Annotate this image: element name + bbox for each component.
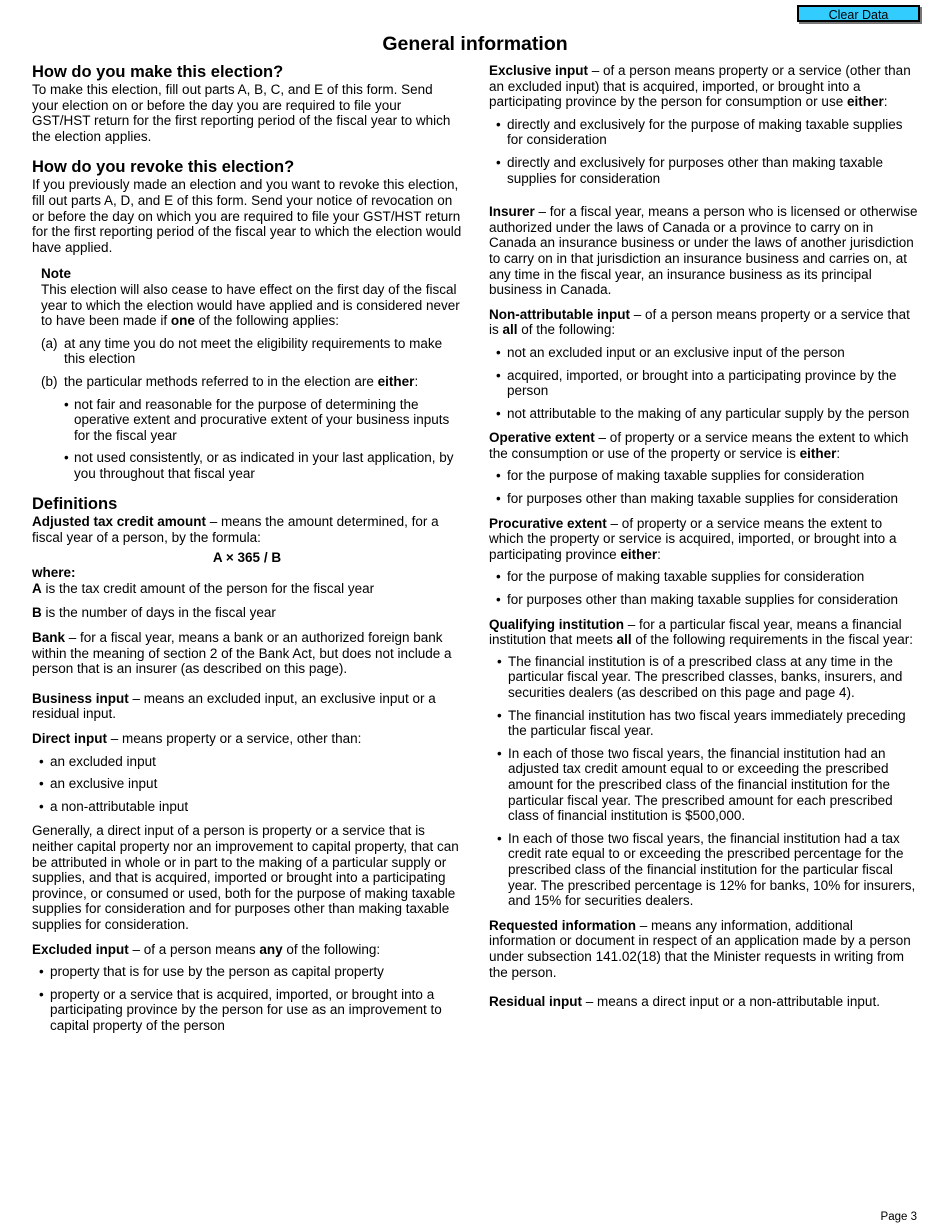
make-election-heading: How do you make this election? — [32, 63, 284, 81]
excluded-input-list — [32, 964, 462, 1033]
def-exclusive-input: Exclusive input – of a person means property or a service (other than an excluded input) that is acquired, imported, or brought into a participating province by the person for consumption or use either: — [489, 63, 911, 110]
def-direct-input: Direct input – means property or a service, other than: — [32, 731, 362, 746]
list-item: • directly and exclusively for the purpose of making taxable supplies for consideration — [489, 117, 919, 148]
list-item: • an exclusive input — [32, 776, 462, 792]
list-item: • for purposes other than making taxable supplies for consideration — [489, 491, 919, 507]
note-condition-a: (a) at any time you do not meet the eligibility requirements to make this election — [41, 335, 443, 367]
def-adjusted-tax-credit-amount: Adjusted tax credit amount – means the amount determined, for a fiscal year of a person, by the formula: — [32, 514, 439, 546]
non-attributable-list — [489, 345, 919, 421]
note-intro: This election will also cease to have effect on the first day of the fiscal year to which the election would have applied and is considered never to have been made if one of the following applies: — [41, 281, 460, 329]
list-item: • In each of those two fiscal years, the financial institution had an adjusted tax credit amount equal to or exceeding the prescribed amount for the prescribed class of the financial institution for the particular fiscal year. The prescribed amount for each prescribed class of financial institution is $500,000. — [489, 746, 919, 824]
def-requested-information: Requested information – means any information, additional information or document in respect of an application made by a person under subsection 141.02(18) that the Minister requests in writing from the person. — [489, 917, 911, 980]
procurative-extent-list — [489, 569, 919, 607]
note-title: Note — [41, 266, 71, 282]
def-procurative-extent: Procurative extent – of property or a service means the extent to which the property or service is acquired, imported, or brought into a participating province either: — [489, 515, 897, 562]
def-operative-extent: Operative extent – of property or a service means the extent to which the consumption or use of the property or service is either: — [489, 430, 909, 461]
list-item: • acquired, imported, or brought into a participating province by the person — [489, 368, 919, 399]
note-box — [41, 266, 462, 481]
list-item: • not attributable to the making of any particular supply by the person — [489, 406, 919, 422]
def-business-input: Business input – means an excluded input, an exclusive input or a residual input. — [32, 690, 436, 722]
def-excluded-input: Excluded input – of a person means any of the following: — [32, 941, 381, 957]
def-residual-input: Residual input – means a direct input or a non-attributable input. — [489, 994, 880, 1010]
list-item: • The financial institution has two fiscal years immediately preceding the particular fiscal year. — [489, 708, 919, 739]
list-item: • for the purpose of making taxable supplies for consideration — [489, 468, 919, 484]
list-item: • for purposes other than making taxable supplies for consideration — [489, 592, 919, 608]
formula: A × 365 / B — [212, 549, 282, 565]
def-non-attributable-input: Non-attributable input – of a person means property or a service that is all of the following: — [489, 306, 910, 338]
list-item: • not used consistently, or as indicated in your last application, by you throughout that fiscal year — [64, 450, 462, 481]
make-election-text: To make this election, fill out parts A, B, C, and E of this form. Send your election on or before the day you are required to file your GST/HST return for the first reporting period of the fiscal year to which the election applies. — [32, 82, 451, 144]
note-conditions — [41, 336, 462, 482]
list-item: • The financial institution is of a prescribed class at any time in the particular fiscal year. The prescribed classes, banks, insurers, and securities dealers (as described on this page and page 4). — [489, 654, 919, 701]
def-insurer: Insurer – for a fiscal year, means a person who is licensed or otherwise authorized under the laws of Canada or a province to carry on in Canada an insurance business or under the laws of another jurisdiction to carry on in that jurisdiction an insurance business and carries on, at any time in the fiscal year, an insurance business as its principal business in Canada. — [489, 204, 918, 298]
list-item: • not fair and reasonable for the purpose of determining the operative extent and procurative extent of your business inputs for the fiscal year — [64, 397, 462, 444]
where-label: where: — [32, 565, 76, 581]
list-item: • property that is for use by the person as capital property — [32, 964, 462, 980]
direct-input-general: Generally, a direct input of a person is property or a service that is neither capital property nor an improvement to capital property, that can be attributed in whole or in part to the making of a particular supply or supplies, and that is acquired, imported or brought into a participating province, or consumed or used, both for the purpose of making taxable supplies for consideration and for purposes other than making taxable supplies for consideration. — [32, 823, 459, 932]
list-item: • an excluded input — [32, 754, 462, 770]
list-item: • for the purpose of making taxable supplies for consideration — [489, 569, 919, 585]
qualifying-institution-list — [489, 654, 919, 909]
exclusive-input-list — [489, 117, 919, 186]
right-column — [489, 63, 919, 1010]
page-title: General information — [382, 33, 568, 55]
def-qualifying-institution: Qualifying institution – for a particular fiscal year, means a financial institution that meets all of the following requirements in the fiscal year: — [489, 616, 913, 648]
revoke-election-text: If you previously made an election and you want to revoke this election, fill out parts A, D, and E of this form. Send your notice of revocation on or before the day on which you are required to file your GST/HST return for the first reporting period of the fiscal year to which the election would have applied. — [32, 177, 462, 255]
direct-input-list — [32, 754, 462, 815]
list-item: • property or a service that is acquired, imported, or brought into a participating province by the person for use as an improvement to capital property of the person — [32, 987, 462, 1034]
left-column — [32, 63, 462, 1034]
list-item: • not an excluded input or an exclusive input of the person — [489, 345, 919, 361]
list-item: • In each of those two fiscal years, the financial institution had a tax credit rate equal to or exceeding the prescribed percentage for the prescribed class of the financial institution for the particular fiscal year. The prescribed percentage is 12% for banks, 10% for insurers, and 15% for securities dealers. — [489, 831, 919, 909]
definitions-heading: Definitions — [32, 495, 118, 514]
def-a: A is the tax credit amount of the person for the fiscal year — [32, 580, 375, 596]
clear-data-button[interactable]: Clear Data — [797, 5, 920, 22]
note-condition-b: (b) the particular methods referred to in the election are either: • not fair and reasonable for the purpose of determining the operative extent and procurative extent of your business inputs for the fiscal year • not used consistently, or as indicated in your last application, by you throughout that fiscal year — [41, 374, 462, 482]
def-b: B is the number of days in the fiscal year — [32, 605, 276, 621]
def-bank: Bank – for a fiscal year, means a bank or an authorized foreign bank within the meaning of section 2 of the Bank Act, but does not include a person that is an insurer (as described on this page). — [32, 630, 452, 677]
list-item: • a non-attributable input — [32, 799, 462, 815]
operative-extent-list — [489, 468, 919, 506]
revoke-election-heading: How do you revoke this election? — [32, 158, 295, 177]
list-item: • directly and exclusively for purposes other than making taxable supplies for consideration — [489, 155, 919, 186]
page-number: Page 3 — [880, 1211, 917, 1223]
